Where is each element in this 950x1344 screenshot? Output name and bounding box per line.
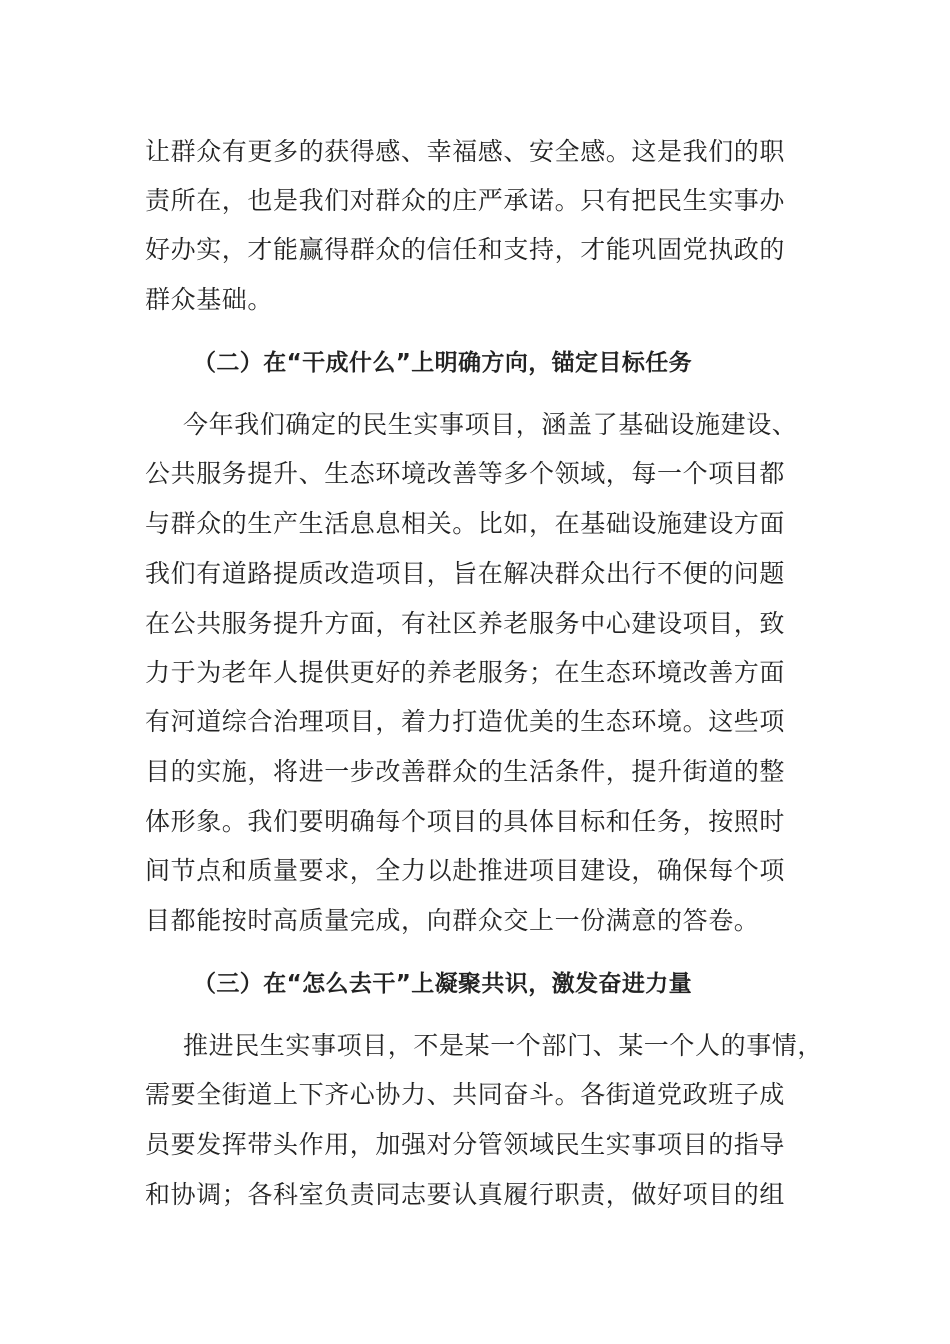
paragraph-line: 力于为老年人提供更好的养老服务；在生态环境改善方面 — [145, 658, 786, 687]
paragraph-line: 和协调；各科室负责同志要认真履行职责，做好项目的组 — [145, 1180, 786, 1209]
section-heading: （三）在“怎么去干”上凝聚共识，激发奋进力量 — [193, 971, 693, 997]
paragraph-line: 目的实施，将进一步改善群众的生活条件，提升街道的整 — [145, 757, 786, 786]
paragraph-line: 我们有道路提质改造项目，旨在解决群众出行不便的问题 — [145, 559, 786, 588]
paragraph-line: 责所在，也是我们对群众的庄严承诺。只有把民生实事办 — [145, 186, 786, 215]
paragraph-line: 今年我们确定的民生实事项目，涵盖了基础设施建设、 — [183, 410, 798, 439]
section-heading: （二）在“干成什么”上明确方向，锚定目标任务 — [193, 350, 693, 376]
paragraph-line: 好办实，才能赢得群众的信任和支持，才能巩固党执政的 — [145, 235, 786, 264]
paragraph-line: 有河道综合治理项目，着力打造优美的生态环境。这些项 — [145, 707, 786, 736]
paragraph-line: 体形象。我们要明确每个项目的具体目标和任务，按照时 — [145, 807, 786, 836]
paragraph-line: 间节点和质量要求，全力以赴推进项目建设，确保每个项 — [145, 856, 786, 885]
paragraph-line: 推进民生实事项目，不是某一个部门、某一个人的事情， — [183, 1031, 824, 1060]
paragraph-line: 员要发挥带头作用，加强对分管领域民生实事项目的指导 — [145, 1130, 786, 1159]
paragraph-line: 与群众的生产生活息息相关。比如，在基础设施建设方面 — [145, 509, 786, 538]
paragraph-line: 让群众有更多的获得感、幸福感、安全感。这是我们的职 — [145, 137, 786, 166]
paragraph-line: 在公共服务提升方面，有社区养老服务中心建设项目，致 — [145, 609, 786, 638]
paragraph-line: 群众基础。 — [145, 285, 274, 314]
paragraph-line: 目都能按时高质量完成，向群众交上一份满意的答卷。 — [145, 906, 760, 935]
paragraph-line: 公共服务提升、生态环境改善等多个领域，每一个项目都 — [145, 459, 786, 488]
paragraph-line: 需要全街道上下齐心协力、共同奋斗。各街道党政班子成 — [145, 1080, 786, 1109]
